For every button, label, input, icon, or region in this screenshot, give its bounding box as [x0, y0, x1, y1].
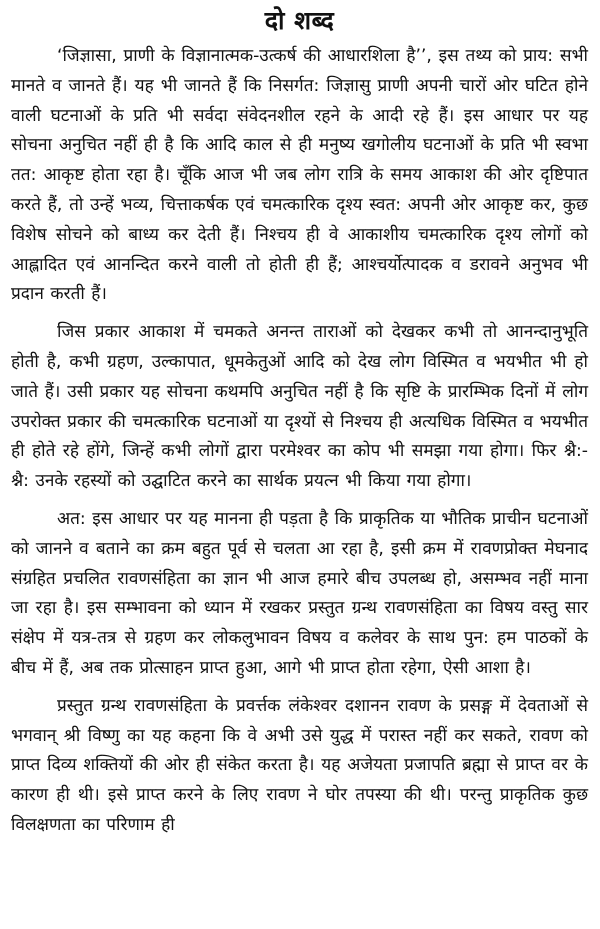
paragraph-1: ‘जिज्ञासा, प्राणी के विज्ञानात्मक-उत्कर्ष की आधारशिला है’’, इस तथ्य को प्राय: सभी मानते व जानते हैं। यह भी जानते हैं कि निसर्गत: जिज्ञासु प्राणी अपनी चारों ओर घटित होने वाली घटनाओं के प्रति भी सर्वदा संवेदनशील रहने के आदी रहे हैं। इस आधार पर यह सोचना अनुचित नहीं ही है कि आदि काल से ही मनुष्य खगोलीय घटनाओं के प्रति भी स्वभा तत: आकृष्ट होता रहा है। चूँकि आज भी जब लोग रात्रि के समय आकाश की ओर दृष्टिपात करते हैं, तो उन्हें भव्य, चित्ताकर्षक एवं चमत्कारिक दृश्य स्वत: अपनी ओर आकृष्ट कर, कुछ विशेष सोचने को बाध्य कर देती हैं। निश्चय ही वे आकाशीय चमत्कारिक दृश्य लोगों को आह्लादित एवं आनन्दित करने वाली तो होती ही हैं; आश्चर्योत्पादक व डरावने अनुभव भी प्रदान करती हैं।: [11, 46, 588, 305]
page-title: दो शब्द: [264, 6, 335, 35]
paragraph-4: प्रस्तुत ग्रन्थ रावणसंहिता के प्रवर्त्तक लंकेश्वर दशानन रावण के प्रसङ्ग में देवताओं से भगवान् श्री विष्णु का यह कहना कि वे अभी उसे युद्ध में परास्त नहीं कर सकते, रावण को प्राप्त दिव्य शक्तियों की ओर ही संकेत करता है। यह अजेयता प्रजापति ब्रह्मा से प्राप्त वर के कारण ही थी। इसे प्राप्त करने के लिए रावण ने घोर तपस्या की थी। परन्तु प्राकृतिक कुछ विलक्षणता का परिणाम ही: [11, 695, 588, 835]
paragraph-3: अत: इस आधार पर यह मानना ही पड़ता है कि प्राकृतिक या भौतिक प्राचीन घटनाओं को जानने व बताने का क्रम बहुत पूर्व से चलता आ रहा है, इसी क्रम में रावणप्रोक्त मेघनाद संग्रहित प्रचलित रावणसंहिता का ज्ञान भी आज हमारे बीच उपलब्ध हो, असम्भव नहीं माना जा रहा है। इस सम्भावना को ध्यान में रखकर प्रस्तुत ग्रन्थ रावणसंहिता का विषय वस्तु सार संक्षेप में यत्र-तत्र से ग्रहण कर लोकलुभावन विषय व कलेवर के साथ पुन: हम पाठकों के बीच में हैं, अब तक प्रोत्साहन प्राप्त हुआ, आगे भी प्राप्त होता रहेगा, ऐसी आशा है।: [11, 508, 588, 678]
paragraph-2: जिस प्रकार आकाश में चमकते अनन्त ताराओं को देखकर कभी तो आनन्दानुभूति होती है, कभी ग्रहण, उल्कापात, धूमकेतुओं आदि को देख लोग विस्मित व भयभीत भी हो जाते हैं। उसी प्रकार यह सोचना कथमपि अनुचित नहीं है कि सृष्टि के प्रारम्भिक दिनों में लोग उपरोक्त प्रकार की चमत्कारिक घटनाओं या दृश्यों से निश्चय ही अत्यधिक विस्मित व भयभीत ही होते रहे होंगे, जिन्हें कभी लोगों द्वारा परमेश्वर का कोप भी समझा गया होगा। फिर श्नै:-श्नै: उनके रहस्यों को उद्घाटित करने का सार्थक प्रयत्न भी किया गया होगा।: [11, 322, 588, 492]
